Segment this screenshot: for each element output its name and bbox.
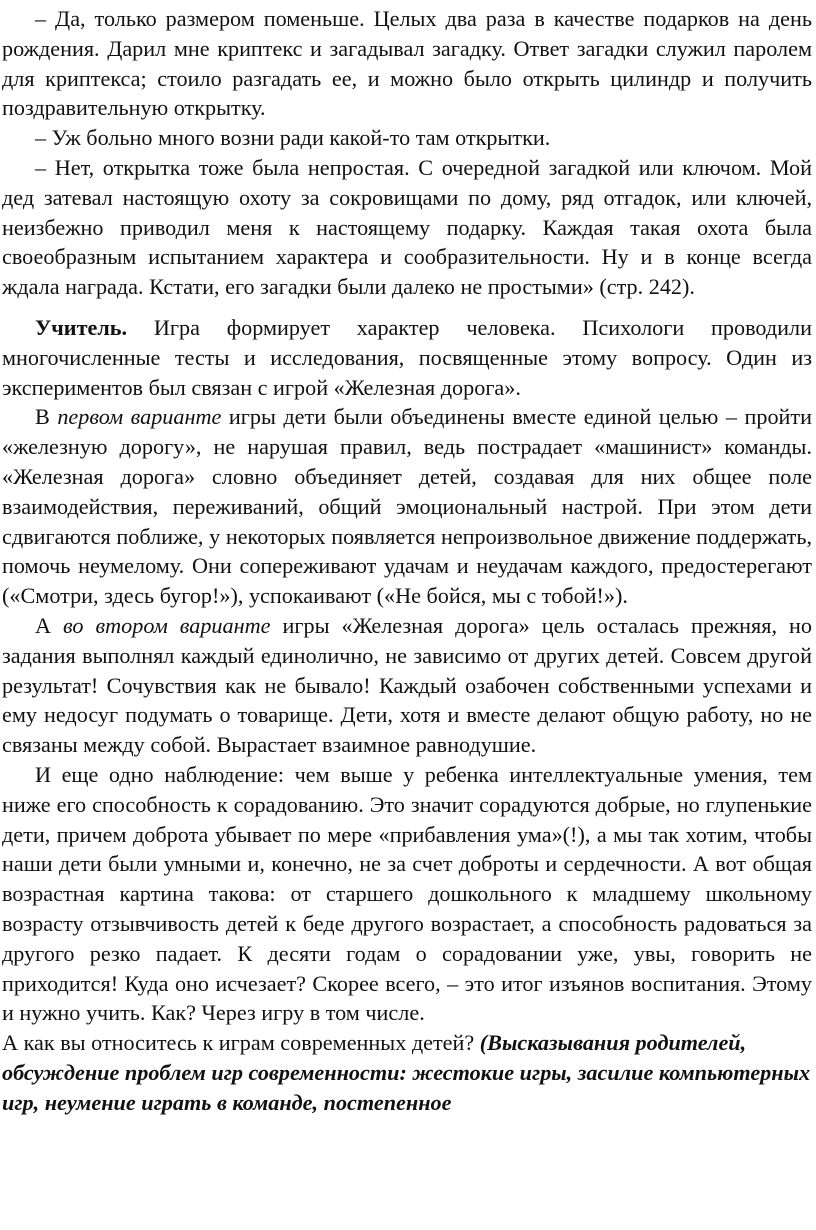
speaker-label: Учитель.	[35, 314, 128, 340]
second-variant-emphasis: во втором варианте	[63, 612, 271, 638]
paragraph-discussion: обсуждение проблем игр современности: жестокие игры, засилие компьютерных игр, неумение играть в команде, постепенное	[2, 1059, 811, 1115]
paragraph-dialogue-1: – Да, только размером поменьше. Целых два раза в качестве подарков на день рождения. Дарил мне криптекс и загадывал загадку. Ответ загадки служил паролем для криптекса; стоило разгадать ее, и можно было открыть цилиндр и получить поздравительную открытку.	[2, 6, 812, 121]
first-variant-text: игры дети были объединены вместе единой целью – пройти «железную дорогу», не нарушая правил, ведь пострадает «машинист» команды. «Железная дорога» словно объединяет детей, создавая для них общее поле взаимодействия, переживаний, общий эмоциональный настрой. При этом дети сдвигаются поближе, у некоторых появляется непроизвольное движение поддержать, помочь неумелому. Они сопереживают удачам и неудачам каждого, предостерегают («Смотри, здесь бугор!»), успокаивают («Не бойся, мы с тобой!»).	[2, 404, 812, 609]
question-text: А как вы относитесь к играм современных детей?	[2, 1030, 480, 1056]
first-variant-emphasis: первом варианте	[57, 404, 222, 430]
teacher-text: Игра формирует характер человека. Психологи проводили многочисленные тесты и исследования, посвященные этому вопросу. Один из экспериментов был связан с игрой «Железная дорога».	[2, 314, 812, 400]
paragraph-observation: И еще одно наблюдение: чем выше у ребенка интеллектуальные умения, тем ниже его способность к сорадованию. Это значит сорадуются добрые, но глупенькие дети, причем доброта убывает по мере «прибавления ума»(!), а мы так хотим, чтобы наши дети были умными и, конечно, не за счет доброты и сердечности. А вот общая возрастная картина такова: от старшего дошкольного к младшему школьному возрасту отзывчивость детей к беде другого возрастает, а способность радоваться за другого резко падает. К десяти годам о сорадовании уже, увы, говорить не приходится! Куда оно исчезает? Скорее всего, – это итог изъянов воспитания. Этому и нужно учить. Как? Через игру в том числе.	[2, 761, 812, 1026]
second-variant-text: игры «Железная дорога» цель осталась прежняя, но задания выполнял каждый единолично, не зависимо от других детей. Совсем другой результат! Сочувствия как не бывало! Каждый озабочен собственными успехами и ему недосуг подумать о товарище. Дети, хотя и вместе делают общую работу, но не связаны между собой. Вырастает взаимное равнодушие.	[2, 612, 812, 758]
question-emphasis: (Высказывания родителей,	[479, 1030, 747, 1056]
paragraph-dialogue-3: – Нет, открытка тоже была непростая. С очередной загадкой или ключом. Мой дед затевал настоящую охоту за сокровищами по дому, ряд отгадок, или ключей, неизбежно приводил меня к настоящему подарку. Каждая такая охота была своеобразным испытанием характера и сообразительности. Ну и в конце всегда ждала награда. Кстати, его загадки были далеко не простыми» (стр. 242).	[2, 154, 812, 300]
paragraph-first-variant	[2, 402, 812, 611]
paragraph-dialogue-2: – Уж больно много возни ради какой-то там открытки.	[35, 125, 551, 151]
paragraph-teacher	[2, 313, 812, 402]
paragraph-second-variant	[2, 611, 812, 760]
paragraph-question	[2, 1028, 812, 1058]
second-variant-lead: А	[35, 612, 64, 638]
first-variant-lead: В	[35, 404, 58, 430]
